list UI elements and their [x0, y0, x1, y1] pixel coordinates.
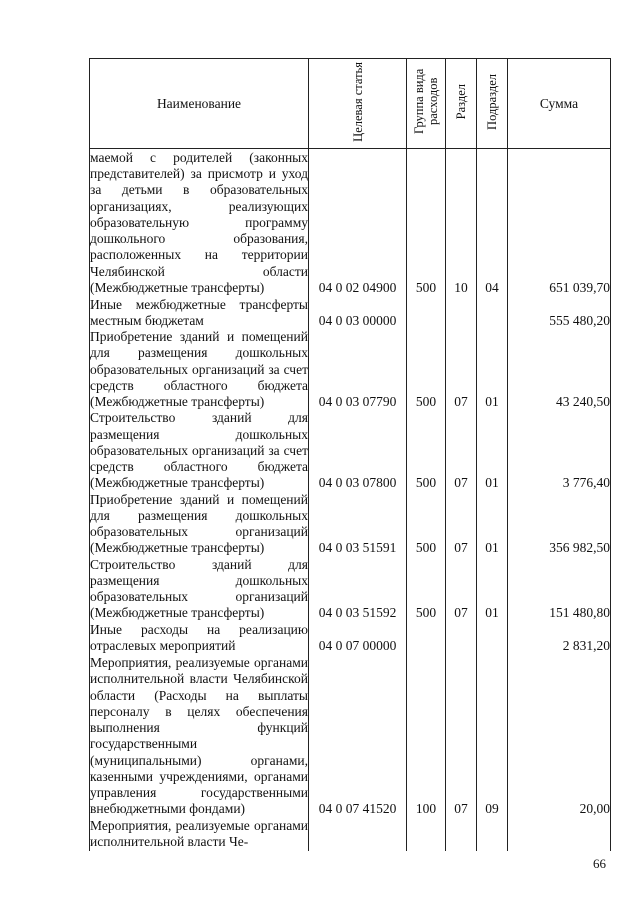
row-subsection — [477, 622, 508, 655]
row-name: Строительство зданий для размещения дошкольных образовательных организаций (Межбюджетные трансферты) — [90, 556, 308, 621]
table-row — [90, 655, 611, 818]
header-amount: Сумма — [508, 59, 611, 149]
row-subsection: 01 — [477, 410, 508, 491]
row-section — [446, 296, 477, 329]
row-group: 500 — [407, 410, 446, 491]
row-code: 04 0 03 07790 — [309, 329, 407, 410]
row-subsection: 01 — [477, 492, 508, 557]
row-code — [309, 818, 407, 851]
row-group: 100 — [407, 655, 446, 818]
row-amount: 555 480,20 — [508, 296, 611, 329]
row-amount: 3 776,40 — [508, 410, 611, 491]
row-section — [446, 622, 477, 655]
table-row — [90, 296, 611, 329]
row-section: 10 — [446, 149, 477, 297]
header-expense-group: Группа вида расходов — [407, 59, 446, 149]
row-subsection — [477, 296, 508, 329]
row-subsection: 09 — [477, 655, 508, 818]
row-code: 04 0 03 07800 — [309, 410, 407, 491]
budget-table — [89, 58, 611, 851]
table-header-row — [90, 59, 611, 149]
row-section: 07 — [446, 492, 477, 557]
page-number: 66 — [593, 856, 606, 871]
header-subsection: Подраздел — [477, 59, 508, 149]
table-row — [90, 492, 611, 557]
row-subsection: 01 — [477, 329, 508, 410]
row-amount: 43 240,50 — [508, 329, 611, 410]
row-code: 04 0 07 41520 — [309, 655, 407, 818]
table-row — [90, 557, 611, 622]
row-group: 500 — [407, 149, 446, 297]
row-section: 07 — [446, 655, 477, 818]
row-amount: 20,00 — [508, 655, 611, 818]
table-row — [90, 329, 611, 410]
header-target-article: Целевая статья — [309, 59, 407, 149]
row-code: 04 0 03 51592 — [309, 557, 407, 622]
table-row — [90, 818, 611, 851]
row-amount: 651 039,70 — [508, 149, 611, 297]
row-section: 07 — [446, 410, 477, 491]
row-name: Мероприятия, реализуемые органами исполнительной власти Че- — [90, 817, 308, 849]
row-subsection: 01 — [477, 557, 508, 622]
row-code: 04 0 02 04900 — [309, 149, 407, 297]
row-code: 04 0 03 00000 — [309, 296, 407, 329]
row-group — [407, 818, 446, 851]
row-amount: 151 480,80 — [508, 557, 611, 622]
row-amount: 356 982,50 — [508, 492, 611, 557]
row-group — [407, 296, 446, 329]
row-name: Строительство зданий для размещения дошкольных образовательных организаций за счет средств областного бюджета (Межбюджетные трансферты) — [90, 410, 308, 491]
row-group: 500 — [407, 492, 446, 557]
row-section: 07 — [446, 329, 477, 410]
row-name: Приобретение зданий и помещений для размещения дошкольных образовательных организаций за счет средств областного бюджета (Межбюджетные трансферты) — [90, 329, 308, 409]
row-group: 500 — [407, 329, 446, 410]
table-row — [90, 149, 611, 297]
row-subsection: 04 — [477, 149, 508, 297]
row-name: Иные расходы на реализацию отраслевых мероприятий — [90, 622, 308, 654]
header-section: Раздел — [446, 59, 477, 149]
row-code: 04 0 07 00000 — [309, 622, 407, 655]
table-row — [90, 622, 611, 655]
table-row — [90, 410, 611, 491]
row-code: 04 0 03 51591 — [309, 492, 407, 557]
row-name: Приобретение зданий и помещений для размещения дошкольных образовательных организаций (Межбюджетные трансферты) — [90, 491, 308, 556]
row-section: 07 — [446, 557, 477, 622]
row-name: Иные межбюджетные трансферты местным бюджетам — [90, 296, 308, 328]
row-group — [407, 622, 446, 655]
row-name: Мероприятия, реализуемые органами исполнительной власти Челябинской области (Расходы на выплаты персоналу в целях обеспечения выполнения функций государственными (муниципальными) органами, казенными учреждениями, органами управления государственными внебюджетными фондами) — [90, 655, 308, 817]
row-amount: 2 831,20 — [508, 622, 611, 655]
row-section — [446, 818, 477, 851]
row-group: 500 — [407, 557, 446, 622]
header-name: Наименование — [90, 59, 309, 149]
row-amount — [508, 818, 611, 851]
row-subsection — [477, 818, 508, 851]
row-name: маемой с родителей (законных представителей) за присмотр и уход за детьми в образовательных организациях, реализующих образовательную программу дошкольного образования, расположенных на территории Челябинской области (Межбюджетные трансферты) — [90, 149, 308, 295]
